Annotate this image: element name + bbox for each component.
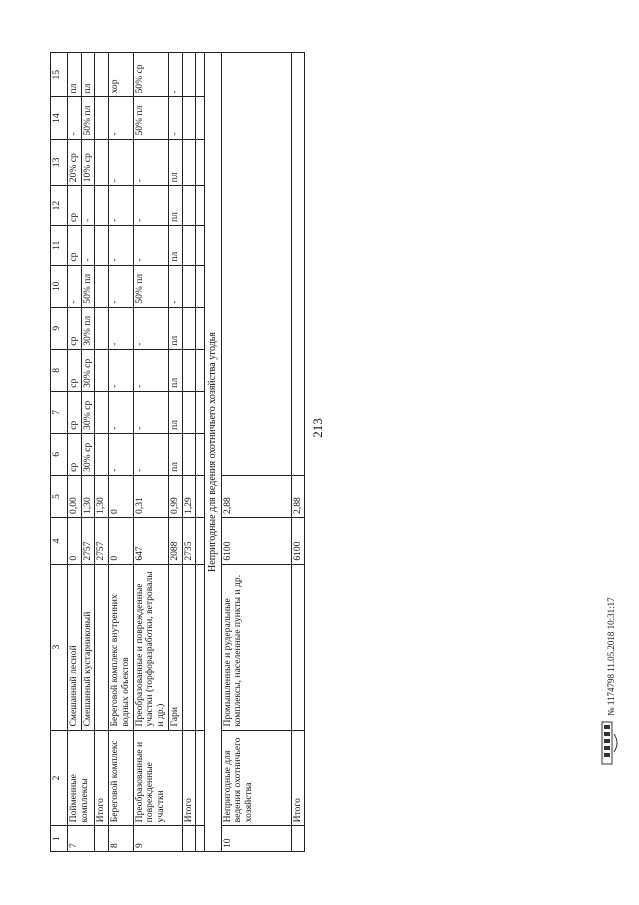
header-cell: 8	[51, 349, 68, 391]
table-row	[109, 53, 133, 852]
quality-cell: пл	[168, 391, 182, 433]
rotated-table-container	[50, 52, 635, 852]
land-category: Непригодные для ведения охотничьего хозяйства	[221, 730, 291, 826]
percent-cell: 0,00	[68, 475, 82, 517]
quality-cell: -	[109, 225, 133, 265]
land-type: Промышленные и рудеральные комплексы, населенные пункты и др.	[221, 564, 291, 730]
quality-cell: -	[109, 349, 133, 391]
quality-cell: -	[109, 433, 133, 475]
row-number: 10	[221, 826, 291, 852]
land-type: Смешанный кустарниковый	[81, 564, 95, 730]
percent-cell: 1,29	[182, 475, 196, 517]
header-cell: 14	[51, 97, 68, 139]
quality-cell: 30% ср	[81, 433, 95, 475]
empty-span	[221, 53, 291, 476]
section-title: Непригодные для ведения охотничьего хозяйства угодья	[205, 53, 221, 852]
total-row	[95, 53, 109, 852]
quality-cell: 30% ср	[81, 391, 95, 433]
area-cell: 6100	[221, 517, 291, 564]
quality-cell: -	[133, 433, 168, 475]
quality-cell: 30% ср	[81, 349, 95, 391]
quality-cell: ср	[68, 186, 82, 226]
land-type: Береговой комплекс внутренних водных объектов	[109, 564, 133, 730]
quality-cell: -	[133, 349, 168, 391]
area-cell: 6100	[291, 517, 305, 564]
quality-cell: -	[133, 186, 168, 226]
quality-cell: -	[133, 225, 168, 265]
quality-cell: -	[133, 139, 168, 186]
quality-cell: пл	[168, 225, 182, 265]
table-row	[133, 53, 168, 852]
quality-cell: -	[81, 186, 95, 226]
empty-span	[291, 53, 305, 476]
quality-cell: пл	[168, 139, 182, 186]
percent-cell: 1,30	[81, 475, 95, 517]
quality-cell: пл	[68, 53, 82, 98]
header-cell: 3	[51, 564, 68, 730]
quality-cell: ср	[68, 225, 82, 265]
quality-cell: -	[109, 307, 133, 349]
area-cell: 0	[68, 517, 82, 564]
row-number	[95, 826, 109, 852]
quality-cell: -	[168, 265, 182, 307]
row-number: 7	[68, 826, 95, 852]
header-cell: 6	[51, 433, 68, 475]
quality-cell: ср	[68, 391, 82, 433]
percent-cell: 0,99	[168, 475, 182, 517]
total-label: Итого	[95, 730, 109, 826]
header-cell: 11	[51, 225, 68, 265]
quality-cell: 20% ср	[68, 139, 82, 186]
percent-cell: 2,88	[291, 475, 305, 517]
quality-cell: ср	[68, 349, 82, 391]
header-cell: 12	[51, 186, 68, 226]
land-category: Береговой комплекс	[109, 730, 133, 826]
area-cell: 2757	[95, 517, 109, 564]
table-row	[221, 53, 291, 852]
quality-cell: 50% пл	[133, 97, 168, 139]
area-cell: 2088	[168, 517, 182, 564]
quality-cell: -	[168, 53, 182, 98]
quality-cell: -	[133, 307, 168, 349]
page-number: 213	[309, 418, 325, 438]
quality-cell: -	[68, 97, 82, 139]
total-label: Итого	[291, 730, 305, 826]
header-cell: 9	[51, 307, 68, 349]
section-row	[205, 53, 221, 852]
table-row	[68, 53, 82, 852]
land-type: Смешанный лесной	[68, 564, 82, 730]
header-cell: 7	[51, 391, 68, 433]
hunting-lands-table	[50, 52, 305, 852]
quality-cell: пл	[168, 349, 182, 391]
quality-cell: пл	[81, 53, 95, 98]
quality-cell: -	[68, 265, 82, 307]
header-cell: 5	[51, 475, 68, 517]
row-number: 8	[109, 826, 133, 852]
row-number	[182, 826, 196, 852]
quality-cell: пл	[168, 307, 182, 349]
quality-cell: -	[133, 391, 168, 433]
quality-cell: -	[168, 97, 182, 139]
registration-stamp-text: № 1174798 11.05.2018 10:31:17	[606, 597, 616, 716]
quality-cell: 30% пл	[81, 307, 95, 349]
area-cell: 2757	[81, 517, 95, 564]
quality-cell: ср	[68, 433, 82, 475]
header-row	[51, 53, 68, 852]
quality-cell: 50% ср	[133, 53, 168, 98]
header-cell: 4	[51, 517, 68, 564]
quality-cell: -	[109, 186, 133, 226]
quality-cell: -	[109, 391, 133, 433]
area-cell: 647	[133, 517, 168, 564]
percent-cell: 1,30	[95, 475, 109, 517]
quality-cell: ср	[68, 307, 82, 349]
quality-cell: 10% ср	[81, 139, 95, 186]
land-type: Преобразованные и поврежденные участки (торфоразработки, ветровалы и др.)	[133, 564, 168, 730]
registration-stamp-icon	[600, 720, 622, 766]
land-category: Преобразованные и поврежденные участки	[133, 730, 182, 826]
land-type	[291, 564, 305, 730]
land-category: Пойменные комплексы	[68, 730, 95, 826]
quality-cell: -	[109, 139, 133, 186]
row-number: 9	[133, 826, 182, 852]
quality-cell: пл	[168, 186, 182, 226]
quality-cell: -	[81, 225, 95, 265]
land-type: Гари	[168, 564, 182, 730]
spacer-row	[196, 53, 205, 852]
header-cell: 2	[51, 730, 68, 826]
land-type	[95, 564, 109, 730]
area-cell: 2735	[182, 517, 196, 564]
header-cell: 1	[51, 826, 68, 852]
header-cell: 15	[51, 53, 68, 98]
quality-cell: хор	[109, 53, 133, 98]
quality-cell: 50% пл	[81, 265, 95, 307]
header-cell: 13	[51, 139, 68, 186]
total-row	[291, 53, 305, 852]
percent-cell: 0,31	[133, 475, 168, 517]
header-cell: 10	[51, 265, 68, 307]
percent-cell: 0	[109, 475, 133, 517]
quality-cell: 50% пл	[81, 97, 95, 139]
quality-cell: -	[109, 265, 133, 307]
area-cell: 0	[109, 517, 133, 564]
quality-cell: 50% пл	[133, 265, 168, 307]
total-label: Итого	[182, 730, 196, 826]
percent-cell: 2,88	[221, 475, 291, 517]
row-number	[291, 826, 305, 852]
total-row	[182, 53, 196, 852]
quality-cell: пл	[168, 433, 182, 475]
land-type	[182, 564, 196, 730]
quality-cell: -	[109, 97, 133, 139]
